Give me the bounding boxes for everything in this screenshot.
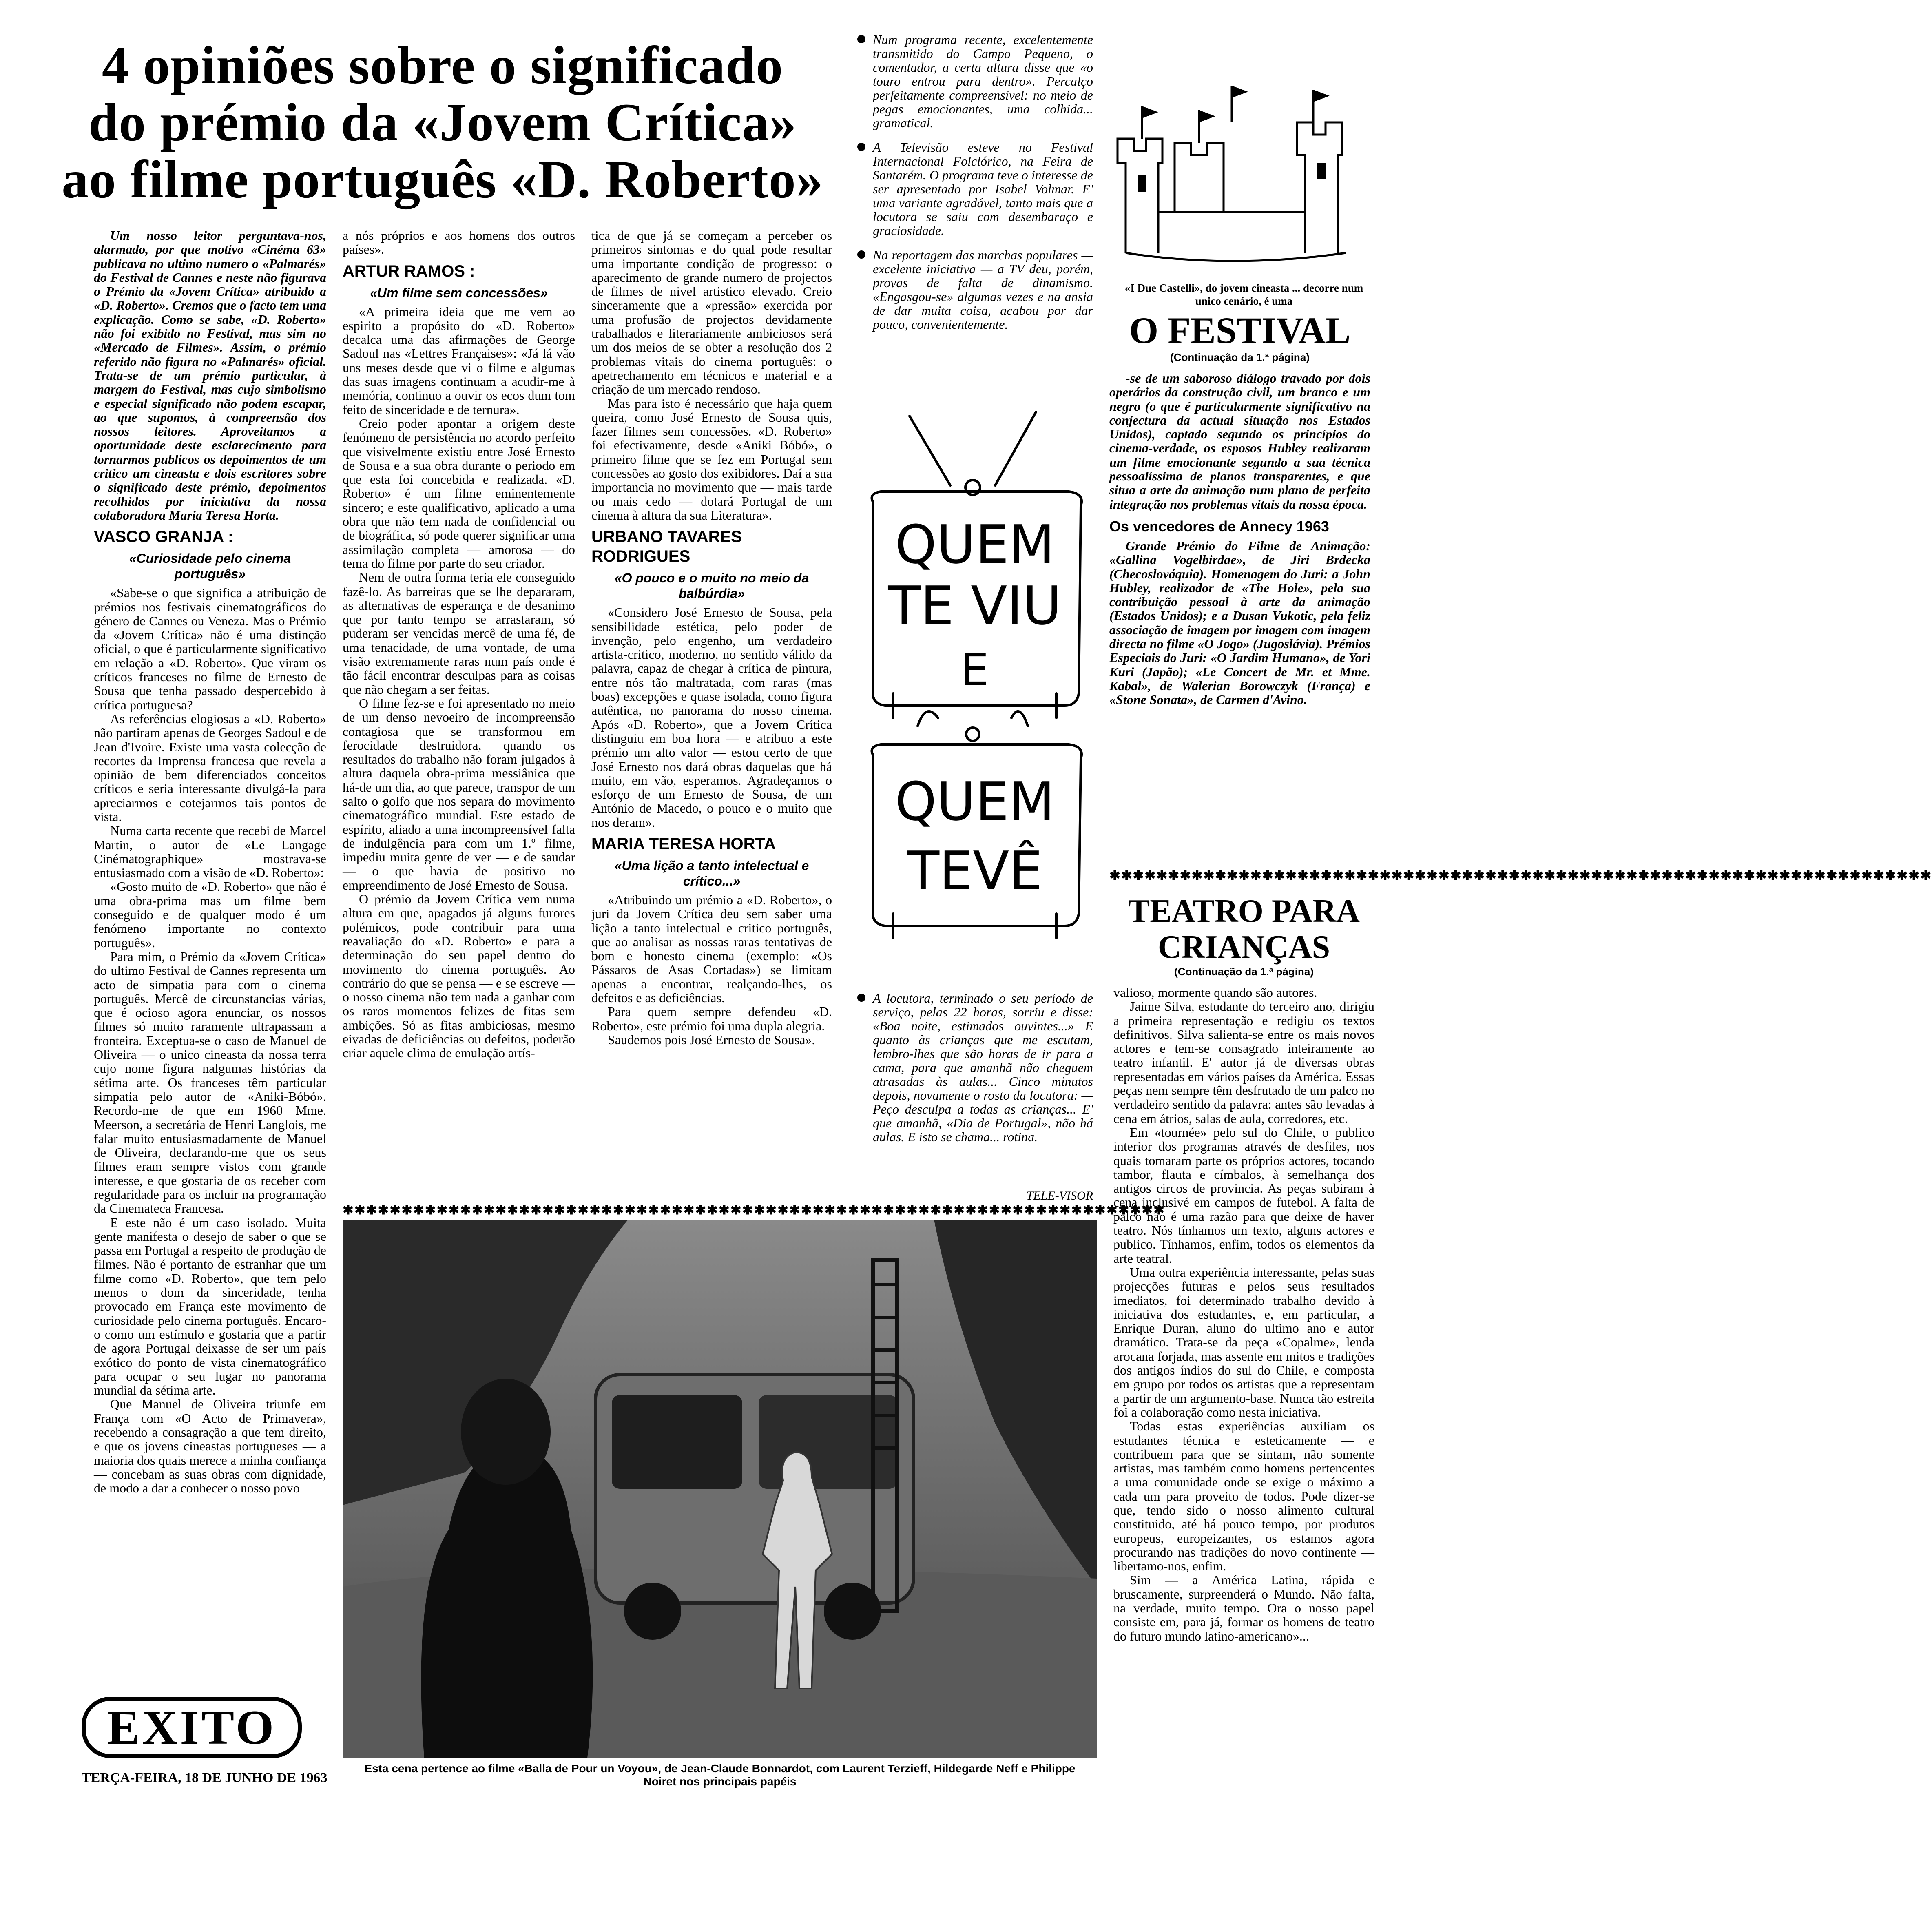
paragraph: a nós próprios e aos homens dos outros países». [343,228,575,257]
subtitle-artur: «Um filme sem concessões» [370,285,548,300]
paragraph: Creio poder apontar a origem deste fenómeno de persistência no acordo perfeito que visivelmente existiu entre José Ernesto de Sousa e a sua obra durante o periodo em que esta foi concebida e realizada. «D. Roberto» é um filme eminentemente sincero; e este qualificativo, aplicado a uma obra que não tem nada de confidencial ou de biográfica, só pode querer significar uma assimilação completa — amorosa — do tema do filme por parte do seu criador. [343,416,575,571]
paragraph: O prémio da Jovem Crítica vem numa altura em que, apagados já alguns furores polémicos, pode contribuir para uma reavaliação do «D. Roberto» e para a determinação do seu papel dentro do movimento do cinema português. Ao contrário do que se pensa — e se escreve — o nosso cinema não tem nada a ganhar com os raros momentos felizes de fitas sem ambições. Só as fitas ambiciosas, mesmo eivadas de deficiências ou defeitos, poderão criar aquele clima de emulação artís- [343,892,575,1061]
dateline: TERÇA-FEIRA, 18 DE JUNHO DE 1963 [82,1770,328,1785]
tv-signature: TELE-VISOR [1026,1189,1093,1202]
paragraph: valioso, mormente quando são autores. [1113,985,1317,1000]
teatro-title-line-1: TEATRO PARA [1128,893,1360,929]
paragraph: Saudemos pois José Ernesto de Sousa». [608,1032,815,1047]
paragraph: «Considero José Ernesto de Sousa, pela sensibilidade estética, pelo poder de invenção, pelo engenho, um verdadeiro artista-critico, moderno, no sentido válido da palavra, capaz de chegar à crítica de pintura, entre nós tão maltratada, com raras (mas boas) excepções e quase isolada, como figura autêntica, no panorama do nosso cinema. Após «D. Roberto», que a Jovem Crítica distinguiu em boa hora — e atribuo a este prémio um alto valor — estou certo de que José Ernesto nos dará obras daquelas que há muito, em vão, esperamos. Agradeçamos o esforço de um Ernesto de Sousa, de um António de Macedo, o pouco e o muito que nos deram». [591,605,832,830]
paragraph: «Atribuindo um prémio a «D. Roberto», o juri da Jovem Crítica deu sem saber uma lição a tanto intelectual e critico português, que ao analisar as nossas raras tentativas de bom e honesto cinema (exemplo: «Os Pássaros de Asas Cortadas») se limitam apenas a encontrar, realçando-lhes, os defeitos e as deficiências. [591,892,832,1005]
bullet-icon [857,143,865,151]
headline-line-2: do prémio da «Jovem Crítica» [88,92,797,152]
author-maria-teresa: MARIA TERESA HORTA [591,835,776,853]
column-artur-ramos [343,228,575,1187]
paragraph: «A primeira ideia que me vem ao espirito a propósito do «D. Roberto» decalca uma das afirmações de George Sadoul nas «Lettres Françaises»: «Já lá vão uns meses desde que vi o filme e algumas das suas imagens continuam a acudir-me à memória, continuo a ouvir os ecos dum tom feito de sinceridade e de ternura». [343,304,575,417]
paragraph: Uma outra experiência interessante, pelas suas projecções futuras e pelos seus resultados imediatos, foi determinado trabalho devido à iniciativa dos estudantes, e, em particular, a Enrique Duran, aluno do ultimo ano e autor dramático. Trata-se da peça «Copalme», lenda arocana forjada, mas assente em mitos e tradições dos antigos índios do sul do Chile, e composta em grupo por todos os artistas que a representam a partir de um argumento-base. Nunca tão estreita foi a colaboração como nesta iniciativa. [1113,1264,1374,1419]
castle-drawing [1109,41,1362,269]
annecy-text: Grande Prémio do Filme de Animação: «Gallina Vogelbirdae», de Jiri Brdecka (Checoslováquia). Homenagem do Juri: a John Hubley, realizador de «The Hole», pela sua contribuição pessoal à arte da animação (Estados Unidos); e a Dusan Vukotic, pela feliz associação de imagem por imagem com imagem directa no filme «O Jogo» (Jugoslávia). Prémios Especiais do Juri: «O Jardim Humano», de Yori Kuri (Japão); «Le Concert de Mr. et Mme. Kabal», de Walerian Borowczyk (França) e «Stone Sonata», de Carmen d'Avino. [1109,538,1370,707]
headline-line-3: ao filme português «D. Roberto» [62,149,823,209]
paragraph: O filme fez-se e foi apresentado no meio de um denso nevoeiro de incompreensão contagiosa que se transformou em ferocidade destruidora, quando os resultados do trabalho não foram julgados à altura daquela obra-prima messiânica que há-de um dia, ao que parece, transpor de um salto o golfo que nos separa do movimento cinematográfico mundial. Este estado de espírito, aliado a uma incompreensível falta de indulgência para com um 1.º filme, impediu muita gente de ver — e de saudar — o que havia de positivo no empreendimento de José Ernesto de Sousa. [343,695,575,892]
tv-note: Na reportagem das marchas populares — excelente iniciativa — a TV deu, porém, provas de falta de dinamismo. «Engasgou-se» algumas vezes e na ansia de dar muita coisa, acabou por dar pouco, convenientemente. [856,248,1093,331]
tv-note: Num programa recente, excelentemente transmitido do Campo Pequeno, o comentador, a certa altura disse que «o touro entrou para dentro». Percalço perfeitamente compreensível: no meio de pegas emocionantes, uma colhida... gramatical. [856,33,1093,130]
author-urbano-tavares: URBANO TAVARES RODRIGUES [591,528,742,566]
teatro-continuation: (Continuação da 1.ª página) [1174,965,1314,978]
bullet-icon [857,35,865,43]
tv-note: A locutora, terminado o seu período de serviço, pelas 22 horas, sorriu e disse: «Boa noite, estimados ouvintes...» E quanto às crianças que me escutam, lembro-lhes que são horas de ir para a cama, para que amanhã não cheguem atrasadas às aulas... Cinco minutos depois, novamente o rosto da locutora: — Peço desculpa a todas as crianças... E' que amanhã, «Dia de Portugal», não há aulas. E isto se chama... rotina. [856,991,1093,1144]
paragraph: «Gosto muito de «D. Roberto» que não é uma obra-prima mas um filme bem conseguido e de qualquer modo é um fenómeno importante no contexto português». [94,879,326,950]
star-divider: ✱✱✱✱✱✱✱✱✱✱✱✱✱✱✱✱✱✱✱✱✱✱✱✱✱✱✱✱✱✱✱✱✱✱✱✱✱✱✱✱✱✱✱✱✱✱✱✱✱✱✱✱✱✱✱✱✱✱✱✱✱✱✱✱✱✱✱✱✱✱ [1109,868,1932,883]
tv-text-line-2: TE VIU [888,575,1062,637]
paragraph: As referências elogiosas a «D. Roberto» não partiram apenas de Georges Sadoul e de Jean d'Ivoire. Existe uma vasta colecção de recortes da Imprensa francesa que revela a opinião de bem diferenciados conceitos críticos e seria interessante divulgá-la para apreciarmos e cotejarmos tais pontos de vista. [94,711,326,824]
paragraph: Todas estas experiências auxiliam os estudantes técnica e esteticamente — e contribuem para que se sintam, não somente artistas, mas também como homens pertencentes a uma comunidade onde se exige o máximo a cada um para proveito de todos. Pode dizer-se que, tendo sido o nosso alimento cultural constituido, até há pouco tempo, por produtos europeus, europeizantes, os estamos agora procurando nas tradições do novo continente — libertamo-nos, enfim. [1113,1419,1374,1574]
paragraph: Sim — a América Latina, rápida e bruscamente, surpreenderá o Mundo. Não falta, na verdade, muito tempo. Ora o nosso papel consiste em, para já, formar os homens de teatro do futuro mundo latino-americano»... [1113,1572,1374,1643]
subtitle-maria: «Uma lição a tanto intelectual e crítico...» [614,858,809,888]
paragraph: Jaime Silva, estudante do terceiro ano, dirigiu a primeira representação e redigiu os textos definitivos. Silva salienta-se entre os mais novos actores e tem-se consagrado inteiramente ao teatro infantil. E' autor já de diversas obras representadas em vários países da América. Essas peças nem sempre têm desfrutado de um palco no verdadeiro sentido da palavra: antes são levadas à cena em átrios, salas de aula, corredores, etc. [1113,999,1374,1126]
author-artur-ramos: ARTUR RAMOS : [343,262,475,280]
tv-text-line-1: QUEM [895,514,1055,576]
tv-notes [856,33,1093,424]
bullet-icon [857,250,865,259]
photo-caption: Esta cena pertence ao filme «Balla de Pour un Voyou», de Jean-Claude Bonnardot, com Laurent Terzieff, Hildegarde Neff e Philippe Noiret nos principais papéis [364,1762,1076,1788]
festival-continuation: (Continuação da 1.ª página) [1170,351,1310,363]
paragraph: Nem de outra forma teria ele conseguido fazê-lo. As barreiras que se lhe depararam, as alternativas de esperança e de desanimo que por tanto tempo se arrastaram, só puderam ser vencidas mercê de uma fé, de uma tenacidade, de uma vontade, de uma visão extremamente raras num país onde é tão fácil encontrar desculpas para as coisas que não chegam a ser feitas. [343,570,575,697]
bullet-icon [857,994,865,1002]
paragraph: «Sabe-se o que significa a atribuição de prémios nos festivais cinematográficos do género de Cannes ou Veneza. Mas o Prémio da «Jovem Crítica» não é uma distinção oficial, o que é particularmente significativo em relação a «D. Roberto». Que viram os críticos franceses no filme de Ernesto de Sousa que tenha passado despercebido à crítica portuguesa? [94,585,326,712]
column-vasco-granja [94,228,326,1664]
film-still-photo [343,1220,1097,1758]
tv-text-line-5: TEVÊ [907,840,1043,902]
paragraph: Para mim, o Prémio da «Jovem Crítica» do ultimo Festival de Cannes representa um acto de simpatia para com o cinema português. Mercê de circunstancias várias, que é ocioso agora enunciar, os nossos filmes só muito raramente ultrapassam a fronteira. Exceptua-se o caso de Manuel de Oliveira — o unico cineasta da nossa terra cujo nome figura nalgumas histórias da sétima arte. Os franceses têm particular simpatia pelo autor de «Aniki-Bóbó». Recordo-me de que em 1960 Mme. Meerson, a secretária de Henri Langlois, me falar muito entusiasmadamente de Manuel de Oliveira, declarando-me que os seus filmes eram sempre vistos com grande interesse, e que gostaria de os receber com regularidade para os incluir na programação da Cinemateca Francesa. [94,949,326,1216]
tv-text-line-4: QUEM [895,771,1055,833]
headline [61,37,824,208]
paragraph: Que Manuel de Oliveira triunfe em França com «O Acto de Primavera», recebendo a consagração a que tem direito, e que os jovens cineastas portugueses — a maioria dos quais merece a minha confiança — concebam as suas obras com dignidade, de modo a dar a conhecer o nosso povo [94,1397,326,1496]
paragraph: Em «tournée» pelo sul do Chile, o publico interior dos programas através de desfiles, nos quais tomaram parte os próprios actores, tocando tambor, flauta e címbalos, à semelhança dos antigos circos de provincia. As peças subiram à cena inclusivé em campos de futebol. A falta de palco não é uma razão para que deixe de haver teatro. Nós tínhamos um texto, alguns actores e publico. Tínhamos, enfim, todos os elementos da arte teatral. [1113,1125,1374,1266]
castle-caption: «I Due Castelli», do jovem cineasta ... decorre num unico cenário, é uma [1124,282,1363,307]
paragraph: Mas para isto é necessário que haja quem queira, como José Ernesto de Sousa quis, fazer filmes sem concessões. «D. Roberto» foi efectivamente, desde «Aniki Bóbó», o primeiro filme que se fez em Portugal sem concessões ao gosto dos exibidores. Daí a sua importancia no movimento que — mais tarde ou mais cedo — dotará Portugal de um cinema à altura da sua Literatura». [591,396,832,523]
paragraph: Para quem sempre defendeu «D. Roberto», este prémio foi uma dupla alegria. [591,1004,832,1033]
author-vasco-granja: VASCO GRANJA : [94,528,234,546]
tv-note: A Televisão esteve no Festival Internacional Folclórico, na Feira de Santarém. O programa teve o interesse de ser apresentado por Isabel Volmar. E' uma variante agradável, tanto mais que a locutora se saiu com desembaraço e graciosidade. [856,140,1093,237]
tv-text-line-3: E [960,644,989,696]
paragraph: Numa carta recente que recebi de Marcel Martin, o autor de «Le Langage Cinématographique» mostrava-se entusiasmado com a visão de «D. Roberto»: [94,823,326,880]
headline-line-1: 4 opiniões sobre o significado [102,35,783,95]
subtitle-vasco: «Curiosidade pelo cinema português» [129,551,291,582]
column-urbano-maria [591,228,832,1187]
tv-last-note [856,991,1093,1195]
festival-title: O FESTIVAL [1129,310,1351,351]
exito-logo [82,1697,302,1758]
star-divider: ✱✱✱✱✱✱✱✱✱✱✱✱✱✱✱✱✱✱✱✱✱✱✱✱✱✱✱✱✱✱✱✱✱✱✱✱✱✱✱✱✱✱✱✱✱✱✱✱✱✱✱✱✱✱✱✱✱✱✱✱✱✱✱✱✱✱✱✱✱✱ [343,1202,1165,1217]
tv-cartoon-drawing [856,408,1093,987]
festival-text: -se de um saboroso diálogo travado por dois operários da construção civil, um branco e um negro (o que é particularmente significativo na conjectura da actual situação nos Estados Unidos), captado segundo os princípios do cinema-verdade, os esposos Hubley realizaram um filme emocionante segundo a sua técnica pessoalíssima de planos transparentes, e que situa a arte da animação num plano de perfeita integração nos problemas vitais da nossa época. [1109,371,1370,512]
teatro-title-line-2: CRIANÇAS [1157,929,1330,965]
paragraph: E este não é um caso isolado. Muita gente manifesta o desejo de saber o que se passa em Portugal a respeito de produção de filmes. Não é portanto de estranhar que um filme como «D. Roberto», que tem pelo menos o dom da sinceridade, tenha provocado em França este movimento de curiosidade pelo cinema português. Encaro-o como um estímulo e gostaria que a partir de agora Portugal deixasse de ser um país exótico do ponto de vista cinematográfico para ocupar o seu lugar no panorama mundial da sétima arte. [94,1215,326,1398]
logo-text: EXITO [107,1700,277,1754]
intro-text: Um nosso leitor perguntava-nos, alarmado, por que motivo «Cinéma 63» publicava no ultimo numero o «Palmarés» do Festival de Cannes e neste não figurava o Prémio da «Jovem Crítica» atribuido a «D. Roberto». Cremos que o facto tem uma explicação. Como se sabe, «D. Roberto» não foi exibido no Festival, mas sim no «Mercado de Filmes». Assim, o prémio referido não figura no «Palmarés» oficial. Trata-se de um prémio particular, à margem do Festival, mas cujo simbolismo e especial significado não podem escapar, ao que supomos, à compreensão dos nossos leitores. Aproveitamos a oportunidade deste esclarecimento para tornarmos publicos os depoimentos de um critico um cineasta e dois escritores sobre o significado deste prémio, depoimentos recolhidos por iniciativa da nossa colaboradora Maria Teresa Horta. [94,228,326,523]
subtitle-urbano: «O pouco e o muito no meio da balbúrdia» [614,571,809,601]
annecy-title: Os vencedores de Annecy 1963 [1109,518,1329,535]
paragraph: tica de que já se começam a perceber os primeiros sintomas e do qual pode resultar uma importante condição de progresso: o aparecimento de grande numero de projectos de filmes de nivel artistico elevado. Creio sinceramente que a «pressão» exercida por uma profusão de projectos devidamente trabalhados e literariamente ambiciosos será um dos meios de se obter a resolução dos 2 problemas vitais do cinema português: o apetrechamento em técnicos e material e a criação de um mercado rendoso. [591,228,832,397]
teatro-section [1113,893,1374,1880]
